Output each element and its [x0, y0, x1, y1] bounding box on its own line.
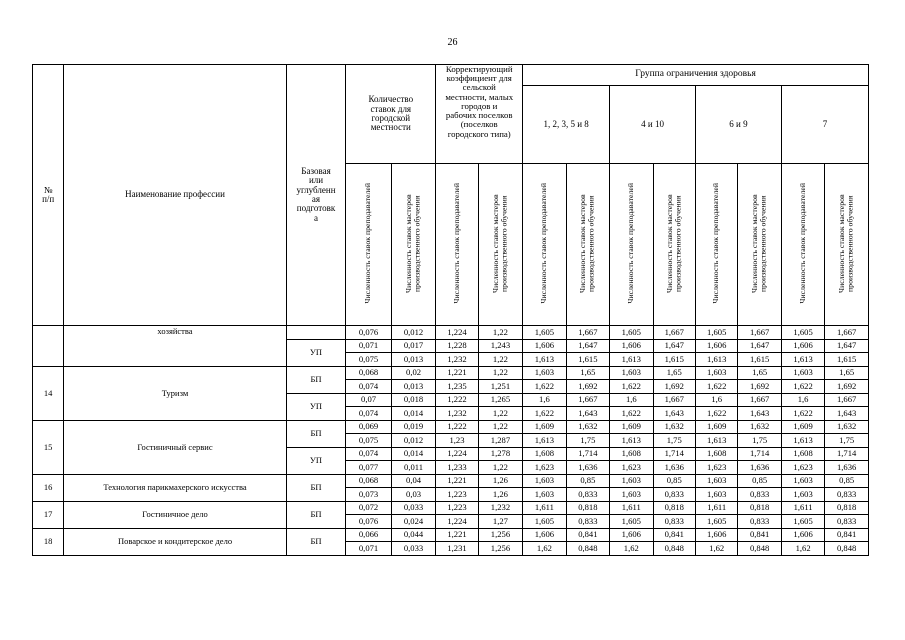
value-cell: 1,606	[781, 339, 824, 353]
header-vertical-label: Численность ставок преподавателей	[626, 183, 636, 304]
table-row	[33, 326, 869, 340]
value-cell: 0,019	[391, 420, 435, 434]
base-level: БП	[286, 420, 346, 447]
value-cell: 0,068	[346, 366, 391, 380]
value-cell: 0,818	[825, 501, 869, 515]
base-level: УП	[286, 393, 346, 420]
value-cell: 0,02	[391, 366, 435, 380]
header-teachers-rate	[436, 164, 478, 326]
value-cell: 0,068	[346, 474, 391, 488]
value-cell: 1,75	[566, 434, 609, 448]
value-cell: 1,603	[781, 474, 824, 488]
rates-table	[32, 64, 869, 556]
value-cell: 1,636	[653, 461, 695, 475]
value-cell: 1,608	[610, 447, 653, 461]
value-cell: 1,603	[695, 474, 737, 488]
value-cell: 0,076	[346, 326, 391, 340]
value-cell: 1,603	[781, 488, 824, 502]
header-vertical-label: Численность ставок преподавателей	[451, 183, 461, 304]
value-cell: 1,667	[825, 393, 869, 407]
header-vertical-label: Численность ставок мастеров производственного обучения	[403, 194, 422, 293]
value-cell: 0,012	[391, 326, 435, 340]
profession-name: Туризм	[64, 366, 286, 420]
header-vertical-label: Численность ставок мастеров производственного обучения	[664, 194, 683, 293]
value-cell: 1,643	[738, 407, 781, 421]
base-level: УП	[286, 339, 346, 366]
value-cell: 1,606	[781, 528, 824, 542]
value-cell: 1,26	[478, 488, 522, 502]
value-cell: 1,667	[653, 326, 695, 340]
value-cell: 1,714	[653, 447, 695, 461]
value-cell: 1,603	[610, 474, 653, 488]
value-cell: 0,014	[391, 447, 435, 461]
value-cell: 1,22	[478, 366, 522, 380]
value-cell: 1,632	[825, 420, 869, 434]
value-cell: 1,223	[436, 488, 478, 502]
value-cell: 0,848	[566, 542, 609, 556]
value-cell: 0,841	[738, 528, 781, 542]
value-cell: 1,611	[781, 501, 824, 515]
value-cell: 1,636	[825, 461, 869, 475]
value-cell: 1,603	[610, 366, 653, 380]
value-cell: 1,62	[695, 542, 737, 556]
value-cell: 0,841	[566, 528, 609, 542]
value-cell: 1,22	[478, 326, 522, 340]
value-cell: 1,615	[653, 353, 695, 367]
value-cell: 1,622	[695, 380, 737, 394]
header-number: № п/п	[33, 65, 64, 326]
value-cell: 1,605	[610, 326, 653, 340]
table-row	[33, 501, 869, 515]
value-cell: 1,622	[523, 380, 566, 394]
profession-name: хозяйства	[64, 326, 286, 367]
value-cell: 0,018	[391, 393, 435, 407]
header-vertical-label: Численность ставок преподавателей	[539, 183, 549, 304]
header-masters-rate	[653, 164, 695, 326]
value-cell: 1,22	[478, 407, 522, 421]
value-cell: 1,222	[436, 393, 478, 407]
value-cell: 1,605	[695, 326, 737, 340]
value-cell: 1,643	[825, 407, 869, 421]
header-urban-rates: Количество ставок для городской местности	[346, 65, 436, 164]
value-cell: 0,011	[391, 461, 435, 475]
value-cell: 1,606	[610, 339, 653, 353]
value-cell: 1,613	[695, 353, 737, 367]
value-cell: 0,075	[346, 353, 391, 367]
value-cell: 0,074	[346, 407, 391, 421]
value-cell: 1,228	[436, 339, 478, 353]
value-cell: 1,647	[566, 339, 609, 353]
value-cell: 1,623	[523, 461, 566, 475]
base-level: УП	[286, 447, 346, 474]
row-number: 16	[33, 474, 64, 501]
value-cell: 0,073	[346, 488, 391, 502]
value-cell: 1,623	[610, 461, 653, 475]
value-cell: 1,611	[695, 501, 737, 515]
profession-name: Поварское и кондитерское дело	[64, 528, 286, 555]
value-cell: 1,232	[436, 353, 478, 367]
value-cell: 1,622	[610, 407, 653, 421]
value-cell: 1,243	[478, 339, 522, 353]
value-cell: 1,605	[610, 515, 653, 529]
value-cell: 1,609	[610, 420, 653, 434]
value-cell: 1,603	[523, 366, 566, 380]
header-masters-rate	[566, 164, 609, 326]
header-group-1: 1, 2, 3, 5 и 8	[523, 86, 610, 164]
value-cell: 1,232	[478, 501, 522, 515]
value-cell: 1,62	[781, 542, 824, 556]
value-cell: 1,667	[738, 326, 781, 340]
table-row	[33, 474, 869, 488]
value-cell: 1,265	[478, 393, 522, 407]
value-cell: 0,074	[346, 447, 391, 461]
base-level: БП	[286, 474, 346, 501]
value-cell: 1,643	[566, 407, 609, 421]
value-cell: 0,076	[346, 515, 391, 529]
value-cell: 1,609	[695, 420, 737, 434]
value-cell: 1,223	[436, 501, 478, 515]
value-cell: 0,07	[346, 393, 391, 407]
value-cell: 0,075	[346, 434, 391, 448]
value-cell: 1,647	[825, 339, 869, 353]
row-number: 18	[33, 528, 64, 555]
value-cell: 1,714	[566, 447, 609, 461]
table-row	[33, 420, 869, 434]
row-number: 15	[33, 420, 64, 474]
header-masters-rate	[478, 164, 522, 326]
value-cell: 1,643	[653, 407, 695, 421]
value-cell: 1,608	[695, 447, 737, 461]
value-cell: 0,071	[346, 542, 391, 556]
value-cell: 0,85	[566, 474, 609, 488]
value-cell: 1,605	[781, 515, 824, 529]
value-cell: 1,623	[781, 461, 824, 475]
header-group-3: 6 и 9	[695, 86, 781, 164]
value-cell: 1,667	[566, 393, 609, 407]
value-cell: 0,833	[738, 488, 781, 502]
value-cell: 1,22	[478, 461, 522, 475]
value-cell: 1,608	[781, 447, 824, 461]
header-vertical-label: Численность ставок мастеров производственного обучения	[490, 194, 509, 293]
value-cell: 0,848	[738, 542, 781, 556]
value-cell: 1,233	[436, 461, 478, 475]
value-cell: 1,615	[738, 353, 781, 367]
value-cell: 1,632	[566, 420, 609, 434]
value-cell: 1,622	[781, 407, 824, 421]
value-cell: 1,6	[695, 393, 737, 407]
value-cell: 0,85	[825, 474, 869, 488]
value-cell: 0,85	[738, 474, 781, 488]
value-cell: 1,603	[695, 488, 737, 502]
row-number: 14	[33, 366, 64, 420]
header-health-group: Группа ограничения здоровья	[523, 65, 869, 86]
value-cell: 0,03	[391, 488, 435, 502]
value-cell: 1,603	[781, 366, 824, 380]
header-vertical-label: Численность ставок мастеров производственного обучения	[750, 194, 768, 293]
base-level: БП	[286, 528, 346, 555]
value-cell: 1,613	[781, 434, 824, 448]
value-cell: 0,833	[566, 515, 609, 529]
value-cell: 1,622	[695, 407, 737, 421]
value-cell: 1,714	[825, 447, 869, 461]
value-cell: 1,603	[523, 474, 566, 488]
value-cell: 1,62	[610, 542, 653, 556]
header-base: Базовая или углубленн ая подготовк а	[286, 65, 346, 326]
header-vertical-label: Численность ставок мастеров производственного обучения	[578, 194, 596, 293]
header-vertical-label: Численность ставок мастеров производственного обучения	[837, 194, 855, 293]
value-cell: 0,833	[566, 488, 609, 502]
header-coefficient: Корректирующий коэффициент для сельской местности, малых городов и рабочих поселков (поселков городского типа)	[436, 65, 523, 164]
value-cell: 1,606	[695, 528, 737, 542]
header-group-4: 7	[781, 86, 868, 164]
value-cell: 1,632	[738, 420, 781, 434]
value-cell: 1,6	[523, 393, 566, 407]
value-cell: 1,622	[781, 380, 824, 394]
value-cell: 1,603	[695, 366, 737, 380]
value-cell: 0,013	[391, 353, 435, 367]
row-number	[33, 326, 64, 367]
value-cell: 0,069	[346, 420, 391, 434]
value-cell: 1,622	[610, 380, 653, 394]
value-cell: 1,613	[523, 434, 566, 448]
base-level: БП	[286, 366, 346, 393]
value-cell: 1,224	[436, 447, 478, 461]
header-vertical-label: Численность ставок преподавателей	[711, 183, 721, 304]
value-cell: 1,613	[523, 353, 566, 367]
value-cell: 1,605	[781, 326, 824, 340]
value-cell: 1,23	[436, 434, 478, 448]
value-cell: 1,62	[523, 542, 566, 556]
value-cell: 1,22	[478, 420, 522, 434]
value-cell: 1,27	[478, 515, 522, 529]
value-cell: 0,066	[346, 528, 391, 542]
header-masters-rate	[825, 164, 869, 326]
value-cell: 0,077	[346, 461, 391, 475]
value-cell: 1,613	[695, 434, 737, 448]
value-cell: 1,605	[695, 515, 737, 529]
header-profession: Наименование профессии	[64, 65, 286, 326]
value-cell: 1,714	[738, 447, 781, 461]
value-cell: 1,667	[825, 326, 869, 340]
value-cell: 1,647	[653, 339, 695, 353]
header-vertical-label: Численность ставок преподавателей	[797, 183, 807, 304]
value-cell: 0,833	[825, 515, 869, 529]
header-teachers-rate	[346, 164, 391, 326]
value-cell: 1,611	[610, 501, 653, 515]
value-cell: 0,818	[653, 501, 695, 515]
value-cell: 0,833	[653, 515, 695, 529]
value-cell: 0,841	[825, 528, 869, 542]
value-cell: 0,012	[391, 434, 435, 448]
page-number: 26	[447, 37, 458, 48]
value-cell: 1,256	[478, 528, 522, 542]
value-cell: 1,611	[523, 501, 566, 515]
header-teachers-rate	[523, 164, 566, 326]
value-cell: 1,667	[738, 393, 781, 407]
value-cell: 1,636	[566, 461, 609, 475]
header-teachers-rate	[695, 164, 737, 326]
value-cell: 1,75	[825, 434, 869, 448]
value-cell: 1,615	[566, 353, 609, 367]
value-cell: 1,623	[695, 461, 737, 475]
value-cell: 1,692	[738, 380, 781, 394]
value-cell: 0,85	[653, 474, 695, 488]
value-cell: 1,251	[478, 380, 522, 394]
value-cell: 1,6	[610, 393, 653, 407]
value-cell: 0,848	[825, 542, 869, 556]
value-cell: 1,622	[523, 407, 566, 421]
value-cell: 1,287	[478, 434, 522, 448]
value-cell: 0,848	[653, 542, 695, 556]
value-cell: 1,613	[781, 353, 824, 367]
value-cell: 1,231	[436, 542, 478, 556]
header-masters-rate	[391, 164, 435, 326]
value-cell: 0,818	[738, 501, 781, 515]
value-cell: 1,615	[825, 353, 869, 367]
value-cell: 1,605	[523, 326, 566, 340]
value-cell: 1,692	[566, 380, 609, 394]
value-cell: 1,221	[436, 474, 478, 488]
value-cell: 0,04	[391, 474, 435, 488]
value-cell: 1,606	[523, 528, 566, 542]
value-cell: 1,232	[436, 407, 478, 421]
value-cell: 1,221	[436, 366, 478, 380]
value-cell: 1,667	[653, 393, 695, 407]
header-teachers-rate	[781, 164, 824, 326]
value-cell: 0,013	[391, 380, 435, 394]
header-vertical-label: Численность ставок преподавателей	[363, 183, 373, 304]
value-cell: 0,074	[346, 380, 391, 394]
table-row	[33, 528, 869, 542]
base-level: БП	[286, 501, 346, 528]
value-cell: 1,606	[695, 339, 737, 353]
value-cell: 1,647	[738, 339, 781, 353]
value-cell: 0,024	[391, 515, 435, 529]
value-cell: 0,818	[566, 501, 609, 515]
value-cell: 1,65	[653, 366, 695, 380]
base-level	[286, 326, 346, 340]
value-cell: 1,75	[738, 434, 781, 448]
value-cell: 1,26	[478, 474, 522, 488]
value-cell: 0,841	[653, 528, 695, 542]
value-cell: 1,603	[610, 488, 653, 502]
value-cell: 1,221	[436, 528, 478, 542]
value-cell: 1,609	[781, 420, 824, 434]
value-cell: 1,613	[610, 353, 653, 367]
value-cell: 0,833	[738, 515, 781, 529]
profession-name: Технология парикмахерского искусства	[64, 474, 286, 501]
value-cell: 1,613	[610, 434, 653, 448]
value-cell: 1,65	[738, 366, 781, 380]
value-cell: 0,833	[825, 488, 869, 502]
value-cell: 1,65	[566, 366, 609, 380]
value-cell: 1,667	[566, 326, 609, 340]
table-row	[33, 366, 869, 380]
value-cell: 0,014	[391, 407, 435, 421]
row-number: 17	[33, 501, 64, 528]
value-cell: 1,632	[653, 420, 695, 434]
value-cell: 1,224	[436, 326, 478, 340]
value-cell: 1,692	[653, 380, 695, 394]
value-cell: 0,017	[391, 339, 435, 353]
value-cell: 0,033	[391, 542, 435, 556]
value-cell: 0,833	[653, 488, 695, 502]
value-cell: 0,072	[346, 501, 391, 515]
value-cell: 1,222	[436, 420, 478, 434]
value-cell: 1,65	[825, 366, 869, 380]
value-cell: 1,692	[825, 380, 869, 394]
value-cell: 1,224	[436, 515, 478, 529]
header-teachers-rate	[610, 164, 653, 326]
value-cell: 1,6	[781, 393, 824, 407]
value-cell: 1,606	[523, 339, 566, 353]
profession-name: Гостиничное дело	[64, 501, 286, 528]
profession-name: Гостиничный сервис	[64, 420, 286, 474]
value-cell: 1,75	[653, 434, 695, 448]
value-cell: 1,605	[523, 515, 566, 529]
value-cell: 1,235	[436, 380, 478, 394]
value-cell: 1,608	[523, 447, 566, 461]
value-cell: 0,044	[391, 528, 435, 542]
value-cell: 1,606	[610, 528, 653, 542]
value-cell: 1,636	[738, 461, 781, 475]
value-cell: 0,071	[346, 339, 391, 353]
header-masters-rate	[738, 164, 781, 326]
value-cell: 1,603	[523, 488, 566, 502]
header-group-2: 4 и 10	[610, 86, 696, 164]
value-cell: 1,609	[523, 420, 566, 434]
value-cell: 1,22	[478, 353, 522, 367]
value-cell: 1,256	[478, 542, 522, 556]
value-cell: 0,033	[391, 501, 435, 515]
value-cell: 1,278	[478, 447, 522, 461]
